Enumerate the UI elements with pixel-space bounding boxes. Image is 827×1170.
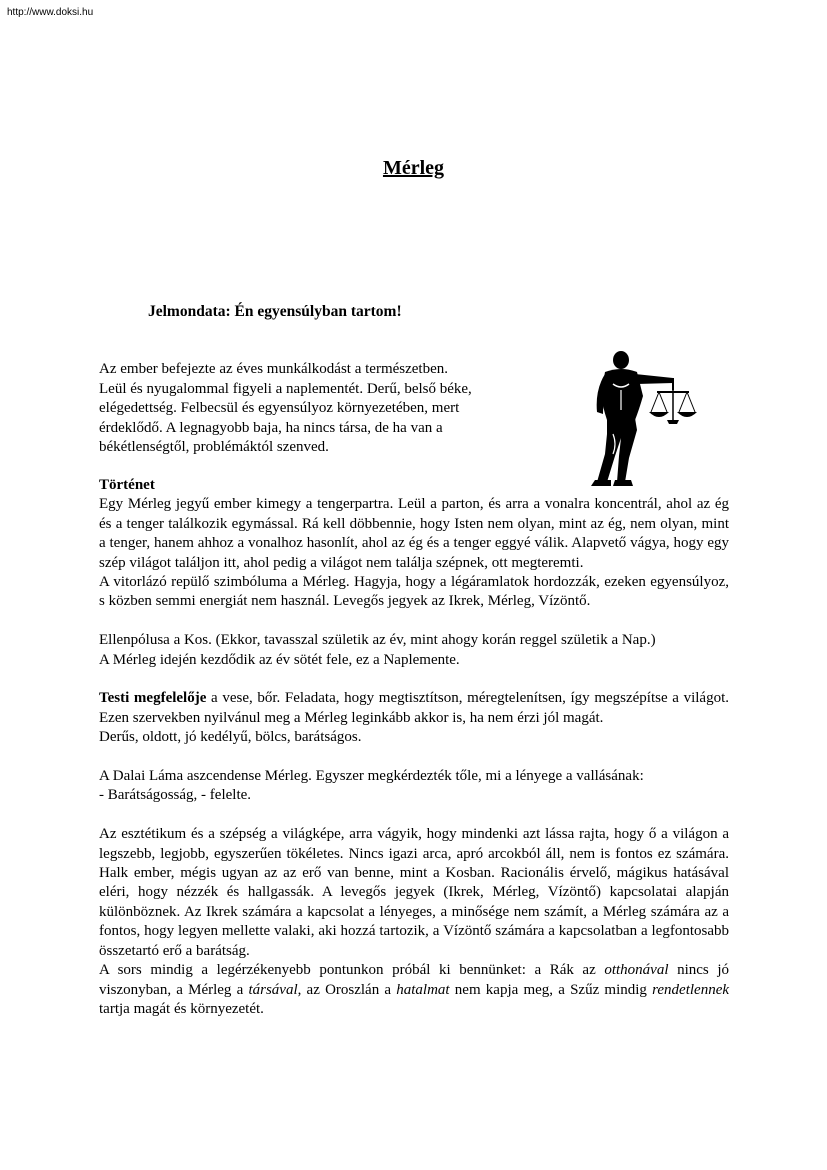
source-url: http://www.doksi.hu bbox=[7, 7, 94, 18]
paragraph bbox=[99, 689, 729, 728]
libra-figure-icon bbox=[577, 350, 699, 490]
section-heading-tortenet: Történet bbox=[99, 477, 155, 493]
italic-run: rendetlennek bbox=[652, 981, 730, 998]
paragraph bbox=[99, 961, 729, 1019]
intro-paragraph: Az ember befejezte az éves munkálkodást a természetben. Leül és nyugalommal figyeli a naplementét. Derű, belső béke, elégedettség. Felbecsül és egyensúlyoz környezetében, mert érdeklődő. A legnagyobb baja, ha nincs társa, de ha van a békétlenségtől, problémáktól szenved. bbox=[99, 361, 472, 456]
paragraph: - Barátságosság, - felelte. bbox=[99, 787, 252, 804]
paragraph: Ellenpólusa a Kos. (Ekkor, tavasszal születik az év, mint ahogy korán reggel születik a Nap.) bbox=[99, 632, 656, 649]
paragraph: A Mérleg idején kezdődik az év sötét fele, ez a Naplemente. bbox=[99, 651, 460, 668]
main-text bbox=[99, 476, 729, 1019]
bold-label: Testi megfelelője bbox=[99, 690, 207, 707]
paragraph: Az esztétikum és a szépség a világképe, arra vágyik, hogy mindenki azt lássa rajta, hogy ő a világon a legszebb, legjobb, egyszerűen tökéletes. Nincs igazi arca, apró arcokból áll, nem is fontos ez számára. Halk ember, mégis ugyan az az erő van benne, mint a Kosban. Racionális érvelő, mágikus hatásával eléri, hogy nézzék és hallgassák. A levegős jegyek (Ikrek, Mérleg, Vízöntő) kapcsolatai alapján különböznek. Az Ikrek számára a kapcsolat a lényeges, a minősége nem számít, a Mérleg számára az a fontos, hogy legyen mellette valaki, aki hozzá tartozik, a Vízöntő számára a kapcsolatban a legfontosabb összetartó erő a barátság. bbox=[99, 826, 729, 959]
paragraph: A Dalai Láma aszcendense Mérleg. Egyszer megkérdezték tőle, mi a lényege a vallásának: bbox=[99, 768, 644, 785]
page-title: Mérleg bbox=[382, 157, 445, 179]
text-run: nincs jó viszonyban, a Mérleg a bbox=[99, 962, 729, 998]
motto: Jelmondata: Én egyensúlyban tartom! bbox=[148, 303, 402, 320]
text-run: nem kapja meg, a Szűz mindig bbox=[449, 981, 653, 998]
paragraph-text: a vese, bőr. Feladata, hogy megtisztítson, méregtelenítsen, így megszépítse a világot. Ezen szervekben nyilvánul meg a Mérleg leginkább akkor is, ha nem érzi jól magát. bbox=[99, 690, 729, 726]
italic-run: hatalmat bbox=[396, 981, 450, 998]
text-run: tartja magát és környezetét. bbox=[99, 1000, 264, 1017]
text-run: , az Oroszlán a bbox=[297, 981, 397, 998]
text-run: A sors mindig a legérzékenyebb pontunkon próbál ki bennünket: a Rák az bbox=[99, 962, 605, 979]
paragraph: Derűs, oldott, jó kedélyű, bölcs, barátságos. bbox=[99, 729, 362, 746]
italic-run: otthonával bbox=[604, 962, 669, 979]
paragraph: A vitorlázó repülő szimbóluma a Mérleg. Hagyja, hogy a légáramlatok hordozzák, ezeken egyensúlyoz, s közben semmi energiát nem használ. Levegős jegyek az Ikrek, Mérleg, Vízöntő. bbox=[99, 574, 729, 610]
italic-run: társával bbox=[248, 981, 298, 998]
paragraph: Egy Mérleg jegyű ember kimegy a tengerpartra. Leül a parton, és arra a vonalra koncentrál, ahol az ég és a tenger találkozik egymással. Rá kell döbbennie, hogy Isten nem olyan, mint az ég, nem olyan, mint a tenger, hanem ahhoz a vonalhoz hasonlít, ahol az ég és a tenger eggyé válik. Alapvető vágya, hogy egy szép világot találjon itt, ahol pedig a világot nem találja szépnek, ott megteremti. bbox=[99, 496, 729, 571]
